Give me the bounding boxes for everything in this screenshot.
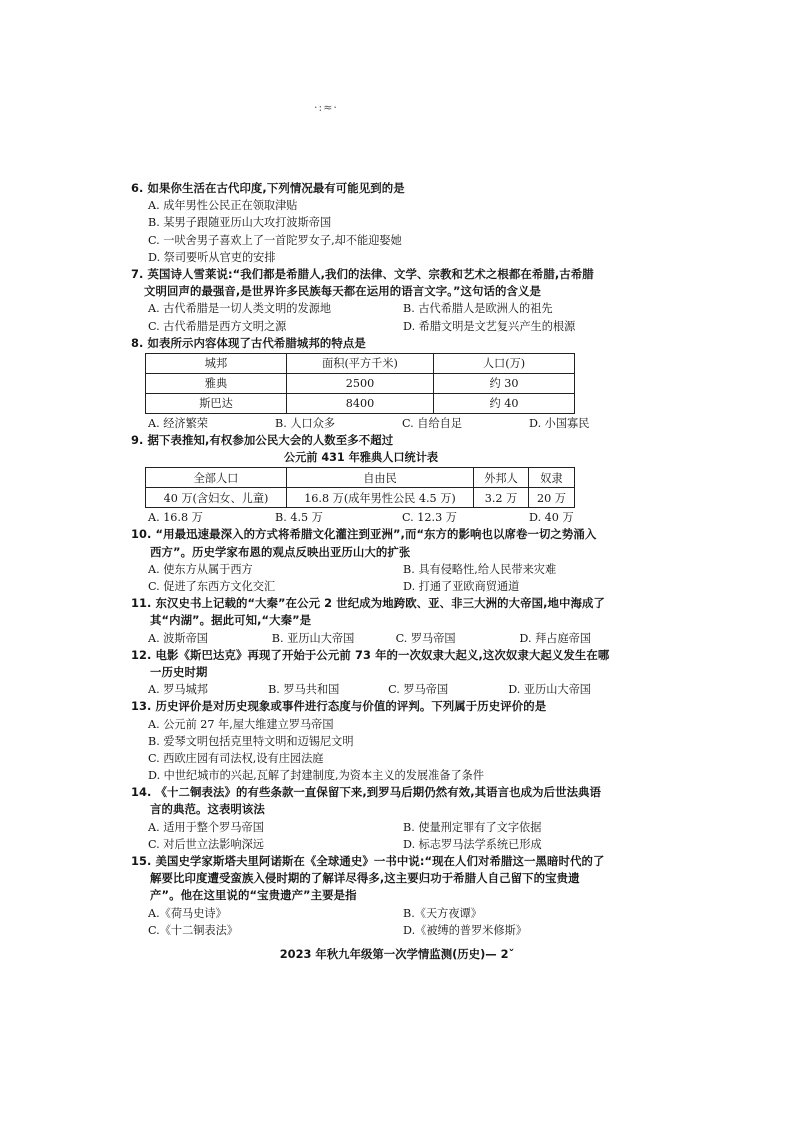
option-c: C.《十二铜表法》 (148, 923, 239, 937)
option-a: A. 波斯帝国 (148, 631, 208, 645)
table-caption: 公元前 431 年雅典人口统计表 (283, 451, 439, 465)
option-row (131, 578, 591, 595)
option-d: D. 祭司要听从官吏的安排 (148, 250, 276, 264)
table-header-cell: 人口(万) (434, 353, 575, 373)
option-a: A. 成年男性公民正在领取津贴 (148, 199, 298, 213)
question-stem-line: 14. 《十二铜表法》的有些条款一直保留下来,到罗马后期仍然有效,其语言也成为后世法典语 (131, 785, 602, 800)
option-c: C. 对后世立法影响深远 (148, 837, 264, 851)
table-header-cell: 全部人口 (146, 468, 287, 488)
table-cell: 16.8 万(成年男性公民 4.5 万) (287, 488, 474, 508)
option-a: A. 使东方从属于西方 (148, 562, 253, 576)
question-stem-line: 12. 电影《斯巴达克》再现了开始于公元前 73 年的一次奴隶大起义,这次奴隶大起义发生在哪 (131, 647, 610, 662)
question-stem: 13. 历史评价是对历史现象或事件进行态度与价值的评判。下列属于历史评价的是 (131, 699, 547, 714)
option-row (131, 819, 591, 836)
option-row (131, 905, 591, 922)
table-cell: 2500 (287, 373, 434, 393)
question-11 (131, 595, 605, 647)
option-b: B. 4.5 万 (275, 511, 323, 525)
option-c: C. 一吠舍男子喜欢上了一首陀罗女子,却不能迎娶她 (148, 233, 402, 247)
table-cell: 雅典 (146, 373, 287, 393)
option-row (131, 561, 591, 578)
option-b: B.《天方夜谭》 (403, 906, 482, 920)
table-row (146, 373, 575, 393)
option-d: D. 亚历山大帝国 (508, 683, 591, 697)
option-a: A. 罗马城邦 (148, 683, 208, 697)
city-state-table (145, 353, 575, 414)
option-row (131, 630, 591, 647)
option-a: A. 经济繁荣 (148, 416, 208, 430)
question-9 (131, 432, 591, 526)
option-c: C. 罗马帝国 (388, 683, 449, 697)
table-header-row (146, 353, 575, 373)
option-row (131, 415, 591, 432)
question-stem-line: 一历史时期 (150, 664, 208, 679)
option-b: B. 具有侵略性,给人民带来灾难 (403, 562, 557, 576)
option-b: B. 人口众多 (275, 416, 336, 430)
question-stem-line: 7. 英国诗人雪莱说:“我们都是希腊人,我们的法律、文学、宗教和艺术之根都在希腊,古希腊 (131, 266, 594, 281)
question-stem: 9. 据下表推知,有权参加公民大会的人数至多不超过 (131, 433, 394, 448)
table-cell: 约 30 (434, 373, 575, 393)
option-c: C. 促进了东西方文化交汇 (148, 580, 276, 593)
option-row (131, 681, 591, 698)
option-a: A.《荷马史诗》 (148, 906, 227, 920)
option-d: D. 打通了亚欧商贸通道 (403, 580, 520, 593)
question-7 (131, 266, 594, 335)
question-stem-line: 10. “用最迅速最深入的方式将希腊文化灌注到亚洲”,而“东方的影响也以席卷一切之势涌入 (131, 527, 597, 542)
table-header-cell: 面积(平方千米) (287, 353, 434, 373)
question-list (131, 180, 610, 939)
option-b: B. 罗马共和国 (268, 683, 340, 697)
table-header-row (146, 468, 575, 488)
option-d: D.《被缚的普罗米修斯》 (403, 923, 528, 937)
option-row (131, 300, 591, 317)
option-c: C. 自给自足 (402, 416, 463, 430)
option-b: B. 爱琴文明包括克里特文明和迈锡尼文明 (148, 734, 354, 748)
option-b: B. 使量刑定罪有了文字依据 (403, 820, 542, 834)
question-stem-line: 11. 东汉史书上记载的“大秦”在公元 2 世纪成为地跨欧、亚、非三大洲的大帝国,地中海成了 (131, 596, 605, 611)
table-cell: 约 40 (434, 393, 575, 413)
option-a: A. 16.8 万 (148, 511, 203, 525)
option-row (131, 836, 591, 853)
table-header-cell: 奴隶 (529, 468, 575, 488)
page-footer: 2023 年秋九年级第一次学情监测(历史)— 2ˇ (279, 947, 515, 961)
question-stem-line: 其“内湖”。据此可知,“大秦”是 (150, 613, 312, 628)
option-d: D. 标志罗马法学系统已形成 (403, 837, 542, 851)
option-d: D. 拜占庭帝国 (519, 631, 592, 645)
table-cell: 40 万(含妇女、儿童) (146, 488, 287, 508)
option-c: C. 12.3 万 (402, 511, 457, 525)
option-row (131, 922, 591, 939)
table-cell: 斯巴达 (146, 393, 287, 413)
option-d: D. 小国寡民 (529, 416, 590, 430)
question-stem-line: 西方”。历史学家布恩的观点反映出亚历山大的扩张 (150, 544, 411, 559)
option-d: D. 40 万 (529, 511, 574, 525)
option-b: B. 某男子跟随亚历山大攻打波斯帝国 (148, 216, 332, 230)
option-a: A. 适用于整个罗马帝国 (148, 820, 264, 834)
option-row (131, 509, 591, 526)
table-row (146, 488, 575, 508)
question-8 (131, 335, 591, 432)
table-row (146, 393, 575, 413)
question-15 (131, 853, 605, 939)
option-b: B. 亚历山大帝国 (271, 631, 355, 645)
table-header-cell: 城邦 (146, 353, 287, 373)
question-6 (131, 180, 591, 266)
option-c: C. 西欧庄园有司法权,设有庄园法庭 (148, 751, 324, 765)
option-a: A. 公元前 27 年,屋大维建立罗马帝国 (148, 717, 334, 731)
question-stem-line: 文明回声的最强音,是世界许多民族每天都在运用的语言文字。”这句话的含义是 (144, 284, 541, 299)
population-table (145, 467, 575, 508)
option-b: B. 古代希腊人是欧洲人的祖先 (403, 302, 553, 316)
question-stem: 8. 如表所示内容体现了古代希腊城邦的特点是 (131, 335, 366, 350)
question-stem-line: 15. 美国史学家斯塔夫里阿诺斯在《全球通史》一书中说:“现在人们对希腊这一黑暗时代的了 (131, 854, 605, 868)
question-14 (131, 784, 602, 853)
option-d: D. 希腊文明是文艺复兴产生的根源 (403, 319, 576, 333)
option-row (131, 318, 591, 335)
question-12 (131, 647, 610, 699)
question-stem-line: 产”。他在这里说的“宝贵遗产”主要是指 (150, 888, 357, 903)
option-c: C. 罗马帝国 (395, 631, 456, 645)
scan-smudge: ·:≈· (314, 101, 338, 114)
question-stem: 6. 如果你生活在古代印度,下列情况最有可能见到的是 (131, 181, 405, 195)
option-c: C. 古代希腊是西方文明之源 (148, 319, 287, 333)
table-header-cell: 外邦人 (474, 468, 529, 488)
question-10 (131, 526, 597, 595)
table-cell: 20 万 (529, 488, 575, 508)
table-cell: 8400 (287, 393, 434, 413)
table-cell: 3.2 万 (474, 488, 529, 508)
question-stem-line: 言的典范。这表明该法 (150, 802, 265, 817)
option-a: A. 古代希腊是一切人类文明的发源地 (148, 302, 332, 316)
option-d: D. 中世纪城市的兴起,瓦解了封建制度,为资本主义的发展准备了条件 (148, 769, 485, 783)
question-13 (131, 698, 591, 784)
table-header-cell: 自由民 (287, 468, 474, 488)
question-stem-line: 解要比印度遭受蛮族入侵时期的了解详尽得多,这主要归功于希腊人自己留下的宝贵遗 (150, 871, 580, 886)
